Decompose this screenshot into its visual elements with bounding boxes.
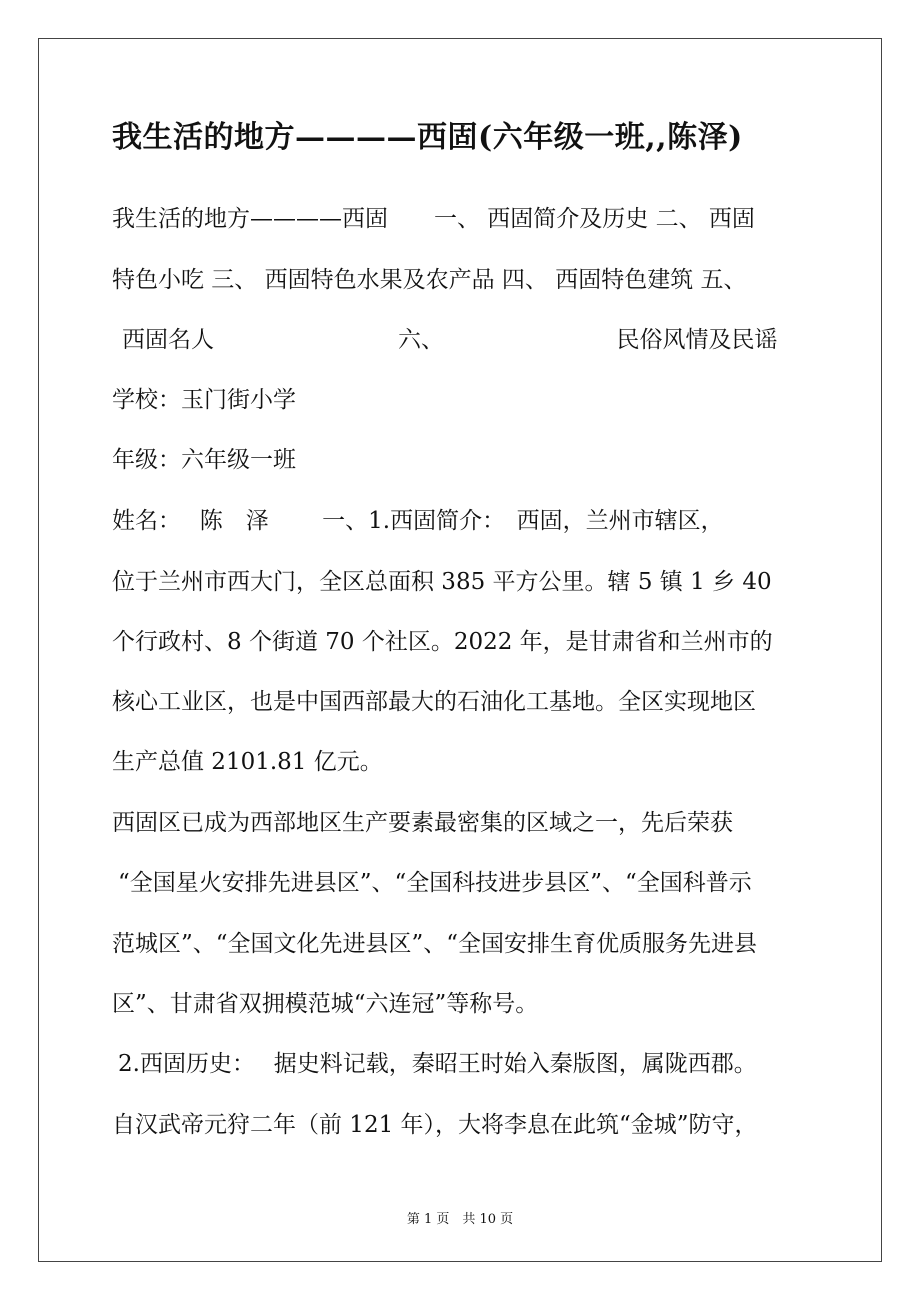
body-line-13: 范城区”、“全国文化先进县区”、“全国安排生育优质服务先进县 (112, 931, 758, 957)
body-line-9: 核心工业区，也是中国西部最大的石油化工基地。全区实现地区 (112, 689, 756, 715)
body-line-8: 个行政村、8 个街道 70 个社区。2022 年，是甘肃省和兰州市的 (112, 629, 773, 655)
body-line-grade: 年级：六年级一班 (112, 447, 296, 473)
body-line-name-intro: 姓名： 陈 泽 一、1.西固简介： 西固，兰州市辖区， (112, 508, 724, 534)
body-line-3: 西固名人 六、 民俗风情及民谣 (122, 327, 778, 353)
body-line-history: 2.西固历史： 据史料记载，秦昭王时始入秦版图，属陇西郡。 (118, 1051, 757, 1077)
body-line-school: 学校：玉门街小学 (112, 387, 296, 413)
body-line-7: 位于兰州市西大门，全区总面积 385 平方公里。辖 5 镇 1 乡 40 (112, 569, 772, 595)
body-line-14: 区”、甘肃省双拥模范城“六连冠”等称号。 (112, 991, 539, 1017)
body-line-1: 我生活的地方————西固 一、 西固简介及历史 二、 西固 (112, 206, 755, 232)
body-line-16: 自汉武帝元狩二年（前 121 年），大将李息在此筑“金城”防守， (112, 1112, 758, 1138)
body-line-10: 生产总值 2101.81 亿元。 (112, 749, 383, 775)
body-line-12: “全国星火安排先进县区”、“全国科技进步县区”、“全国科普示 (118, 870, 752, 896)
body-line-11: 西固区已成为西部地区生产要素最密集的区域之一，先后荣获 (112, 810, 733, 836)
document-title: 我生活的地方————西固(六年级一班,,陈泽) (112, 120, 743, 155)
body-line-2: 特色小吃 三、 西固特色水果及农产品 四、 西固特色建筑 五、 (112, 267, 747, 293)
page-footer: 第 1 页 共 10 页 (406, 1212, 514, 1227)
